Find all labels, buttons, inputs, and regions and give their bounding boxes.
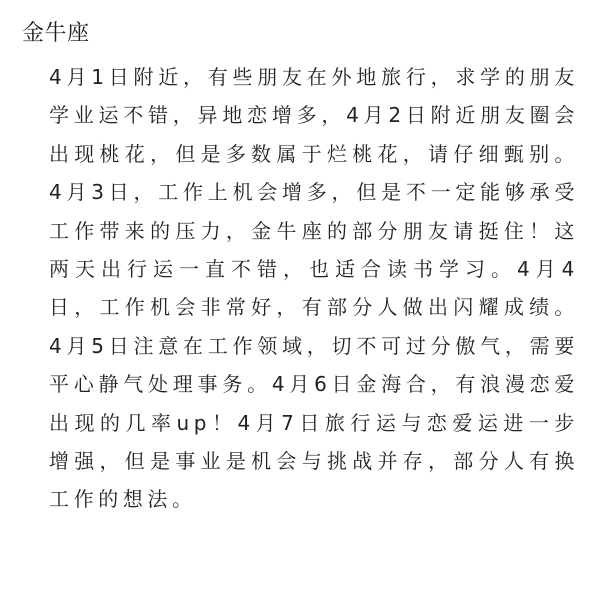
page-title: 金牛座 — [22, 21, 90, 46]
body-paragraph: 4月1日附近，有些朋友在外地旅行，求学的朋友学业运不错，异地恋增多，4月2日附近朋友圈会出现桃花，但是多数属于烂桃花，请仔细甄别。4月3日，工作上机会增多，但是不一定能够承受工作带来的压力，金牛座的部分朋友请挺住！这两天出行运一直不错，也适合读书学习。4月4日，工作机会非常好，有部分人做出闪耀成绩。4月5日注意在工作领域，切不可过分傲气，需要平心静气处理事务。4月6日金海合，有浪漫恋爱出现的几率up！4月7日旅行运与恋爱运进一步增强，但是事业是机会与挑战并存，部分人有换工作的想法。 — [49, 65, 579, 512]
